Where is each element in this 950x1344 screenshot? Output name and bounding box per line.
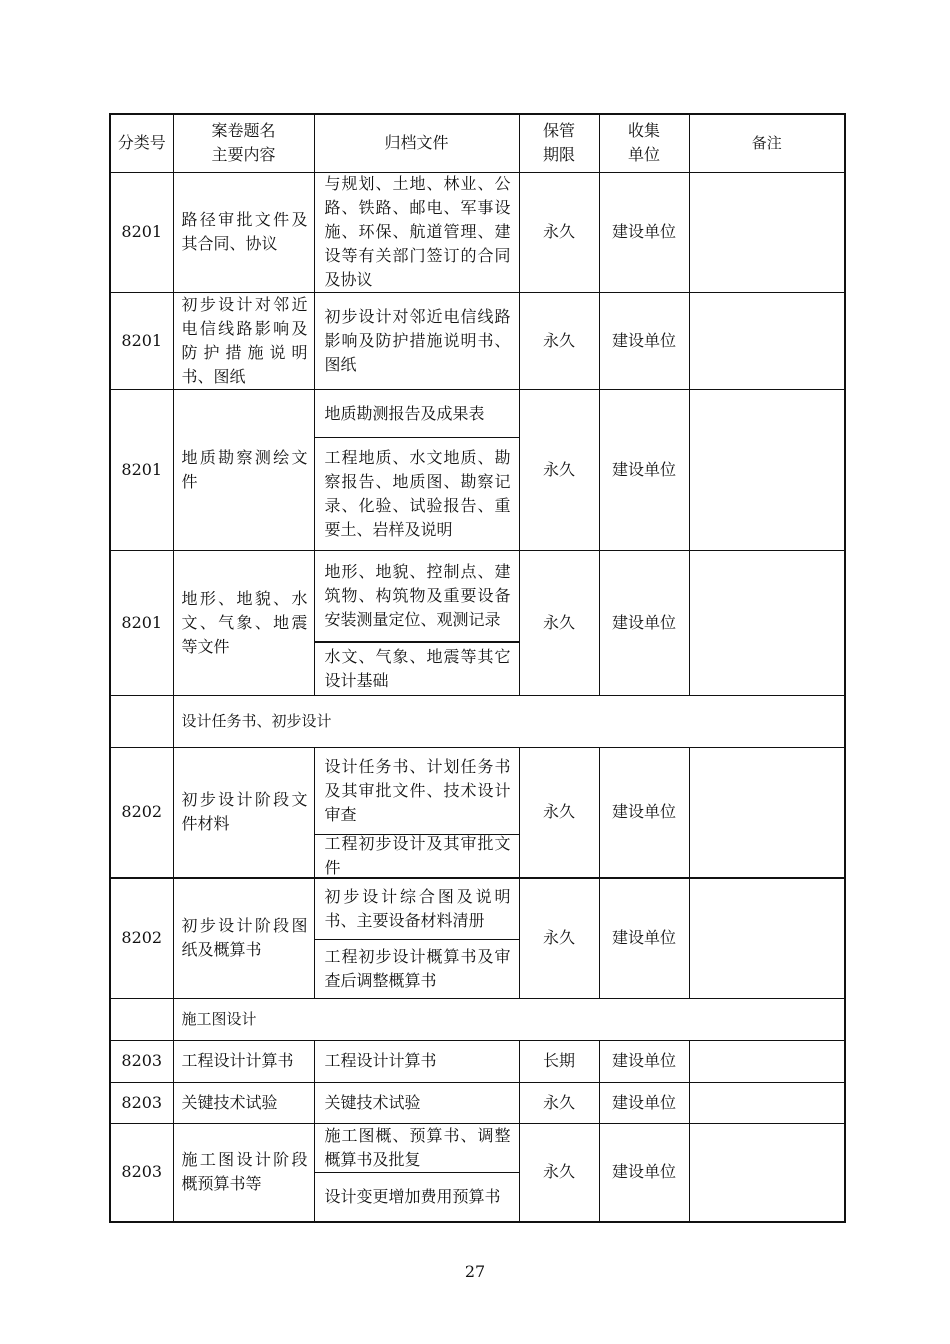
header-code: 分类号 (110, 114, 173, 172)
section-label: 施工图设计 (173, 998, 845, 1040)
page-number: 27 (464, 1262, 486, 1281)
header-unit (599, 114, 689, 172)
archive-file-item: 工程设计计算书 (324, 1051, 437, 1070)
row-files (314, 172, 519, 292)
archive-file-item: 关键技术试验 (324, 1092, 421, 1112)
header-period (519, 114, 599, 172)
row-period: 长期 (519, 1040, 599, 1082)
row-files (314, 1082, 519, 1123)
table-row (110, 550, 845, 695)
row-period: 永久 (519, 1123, 599, 1222)
archive-file-item: 与规划、土地、林业、公路、铁路、邮电、军事设施、环保、航道管理、建设等有关部门签订的合同及协议 (324, 174, 511, 289)
archive-file-item: 施工图概、预算书、调整概算书及批复 (324, 1125, 511, 1169)
row-code: 8201 (110, 550, 173, 695)
row-title: 施工图设计阶段概预算书等 (173, 1123, 314, 1222)
row-period: 永久 (519, 389, 599, 550)
row-period: 永久 (519, 1082, 599, 1123)
archive-file-item: 地形、地貌、控制点、建筑物、构筑物及重要设备安装测量定位、观测记录 (324, 562, 511, 629)
header-unit-line2: 单位 (627, 145, 660, 165)
row-code: 8203 (110, 1040, 173, 1082)
row-unit: 建设单位 (599, 550, 689, 695)
row-code: 8202 (110, 747, 173, 878)
archive-file-item: 地质勘测报告及成果表 (324, 403, 485, 423)
table-row (110, 292, 845, 389)
row-title: 初步设计对邻近电信线路影响及防护措施说明书、图纸 (173, 292, 314, 389)
table-row (110, 1082, 845, 1123)
row-remarks (689, 1123, 845, 1222)
row-unit: 建设单位 (599, 878, 689, 998)
table-row (110, 1123, 845, 1222)
table-row (110, 878, 845, 998)
section-row (110, 998, 845, 1040)
section-code-cell (110, 695, 173, 747)
header-period-line1: 保管 (542, 121, 575, 141)
row-unit: 建设单位 (599, 1082, 689, 1123)
header-remarks: 备注 (689, 114, 845, 172)
row-unit: 建设单位 (599, 172, 689, 292)
archive-file-item: 水文、气象、地震等其它设计基础 (315, 641, 519, 694)
row-remarks (689, 292, 845, 389)
table-row (110, 389, 845, 550)
archive-file-item: 工程初步设计及其审批文件 (315, 834, 519, 877)
row-title: 地形、地貌、水文、气象、地震等文件 (173, 550, 314, 695)
row-period: 永久 (519, 172, 599, 292)
row-files (314, 878, 519, 998)
row-code: 8202 (110, 878, 173, 998)
archive-file-item: 工程地质、水文地质、勘察报告、地质图、勘察记录、化验、试验报告、重要土、岩样及说明 (315, 437, 519, 549)
table-row (110, 747, 845, 878)
section-code-cell (110, 998, 173, 1040)
row-remarks (689, 389, 845, 550)
row-files (314, 389, 519, 550)
table-row (110, 1040, 845, 1082)
row-period: 永久 (519, 550, 599, 695)
header-period-line2: 期限 (542, 145, 575, 165)
section-label: 设计任务书、初步设计 (173, 695, 845, 747)
row-remarks (689, 1040, 845, 1082)
row-title: 初步设计阶段文件材料 (173, 747, 314, 878)
row-title: 路径审批文件及其合同、协议 (173, 172, 314, 292)
header-unit-line1: 收集 (627, 121, 660, 141)
row-remarks (689, 172, 845, 292)
row-files (314, 550, 519, 695)
header-title-line1: 案卷题名 (211, 121, 276, 141)
row-code: 8201 (110, 172, 173, 292)
row-title: 地质勘察测绘文件 (173, 389, 314, 550)
row-remarks (689, 747, 845, 878)
row-files (314, 1123, 519, 1222)
archive-file-item: 初步设计对邻近电信线路影响及防护措施说明书、图纸 (324, 306, 511, 374)
row-unit: 建设单位 (599, 292, 689, 389)
archive-file-item: 工程初步设计概算书及审查后调整概算书 (315, 939, 519, 997)
row-period: 永久 (519, 878, 599, 998)
table-body (110, 172, 845, 1222)
row-title: 工程设计计算书 (173, 1040, 314, 1082)
row-code: 8201 (110, 292, 173, 389)
row-unit: 建设单位 (599, 389, 689, 550)
row-period: 永久 (519, 747, 599, 878)
row-title: 初步设计阶段图纸及概算书 (173, 878, 314, 998)
section-row (110, 695, 845, 747)
header-title-line2: 主要内容 (211, 145, 276, 165)
row-unit: 建设单位 (599, 1123, 689, 1222)
row-remarks (689, 878, 845, 998)
row-files (314, 747, 519, 878)
row-title: 关键技术试验 (173, 1082, 314, 1123)
row-files (314, 1040, 519, 1082)
archive-file-item: 设计任务书、计划任务书及其审批文件、技术设计审查 (324, 756, 511, 824)
row-remarks (689, 550, 845, 695)
row-code: 8201 (110, 389, 173, 550)
row-remarks (689, 1082, 845, 1123)
header-title (173, 114, 314, 172)
row-unit: 建设单位 (599, 747, 689, 878)
archive-file-item: 设计变更增加费用预算书 (315, 1172, 519, 1221)
table-header-row (110, 114, 845, 172)
row-period: 永久 (519, 292, 599, 389)
row-code: 8203 (110, 1082, 173, 1123)
table-row (110, 172, 845, 292)
row-unit: 建设单位 (599, 1040, 689, 1082)
row-files (314, 292, 519, 389)
row-code: 8203 (110, 1123, 173, 1222)
header-files: 归档文件 (314, 114, 519, 172)
archive-table (109, 113, 846, 1223)
archive-file-item: 初步设计综合图及说明书、主要设备材料清册 (324, 887, 511, 931)
